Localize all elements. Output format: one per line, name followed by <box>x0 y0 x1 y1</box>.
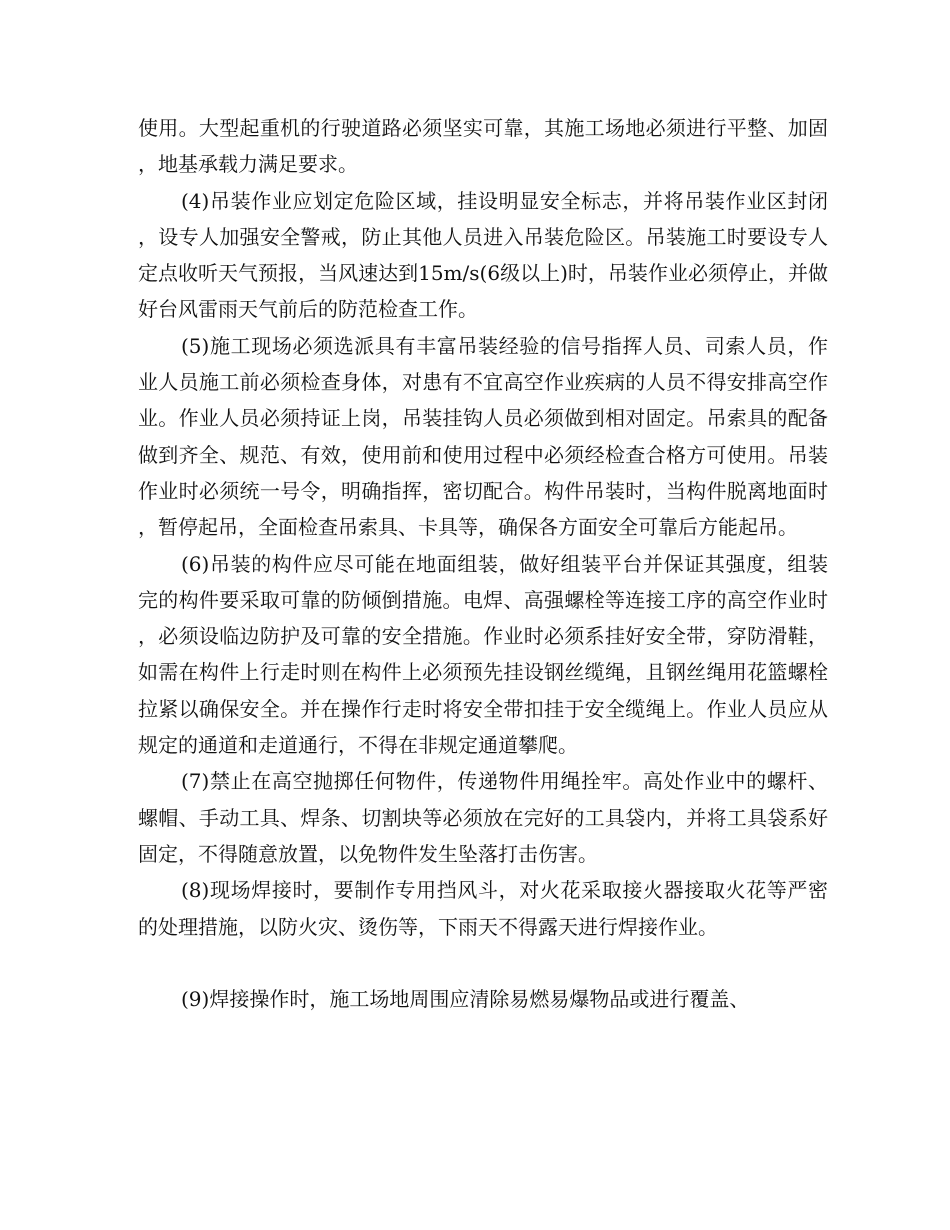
paragraph-item-6: (6)吊装的构件应尽可能在地面组装，做好组装平台并保证其强度，组装完的构件要采取可靠的防倾倒措施。电焊、高强螺栓等连接工序的高空作业时，必须设临边防护及可靠的安全措施。作业时必须系挂好安全带，穿防滑鞋，如需在构件上行走时则在构件上必须预先挂设钢丝缆绳，且钢丝绳用花篮螺栓拉紧以确保安全。并在操作行走时将安全带扣挂于安全缆绳上。作业人员应从规定的通道和走道通行，不得在非规定通道攀爬。 <box>138 551 828 758</box>
document-body <box>138 110 828 1017</box>
paragraph-spacer <box>138 945 828 981</box>
paragraph-item-8: (8)现场焊接时，要制作专用挡风斗，对火花采取接火器接取火花等严密的处理措施，以防火灾、烫伤等，下雨天不得露天进行焊接作业。 <box>138 878 828 939</box>
paragraph-item-9: (9)焊接操作时，施工场地周围应清除易燃易爆物品或进行覆盖、 <box>181 986 750 1011</box>
paragraph-item-5: (5)施工现场必须选派具有丰富吊装经验的信号指挥人员、司索人员，作业人员施工前必须检查身体，对患有不宜高空作业疾病的人员不得安排高空作业。作业人员必须持证上岗，吊装挂钩人员必须做到相对固定。吊索具的配备做到齐全、规范、有效，使用前和使用过程中必须经检查合格方可使用。吊装作业时必须统一号令，明确指挥，密切配合。构件吊装时，当构件脱离地面时，暂停起吊，全面检查吊索具、卡具等，确保各方面安全可靠后方能起吊。 <box>138 333 828 540</box>
paragraph-item-4: (4)吊装作业应划定危险区域，挂设明显安全标志，并将吊装作业区封闭，设专人加强安全警戒，防止其他人员进入吊装危险区。吊装施工时要设专人定点收听天气预报，当风速达到15m/s(6级以上)时，吊装作业必须停止，并做好台风雷雨天气前后的防范检查工作。 <box>138 188 828 322</box>
paragraph-continuation: 使用。大型起重机的行驶道路必须坚实可靠，其施工场地必须进行平整、加固，地基承载力满足要求。 <box>138 116 828 177</box>
paragraph-item-7: (7)禁止在高空抛掷任何物件，传递物件用绳拴牢。高处作业中的螺杆、螺帽、手动工具、焊条、切割块等必须放在完好的工具袋内，并将工具袋系好固定，不得随意放置，以免物件发生坠落打击伤害。 <box>138 769 828 866</box>
